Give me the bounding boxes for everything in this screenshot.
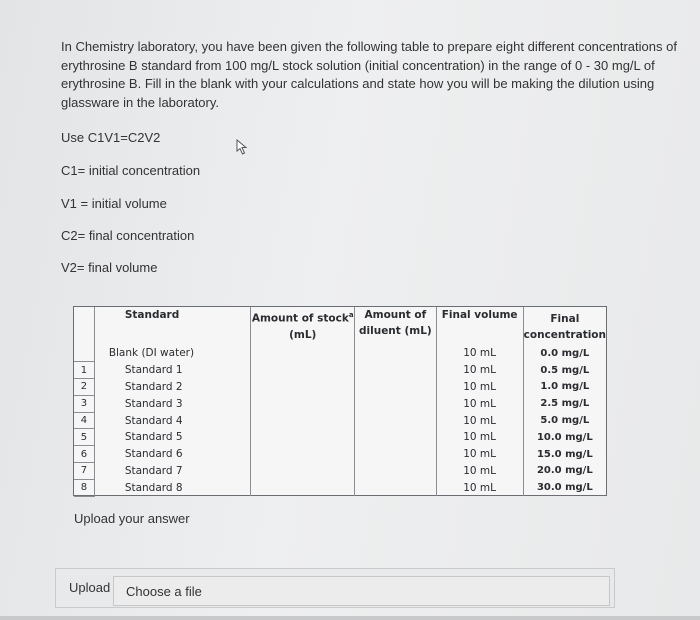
- final-volume-cell: 10 mL: [436, 379, 523, 396]
- final-volume-cell: 10 mL: [436, 463, 523, 480]
- standard-name: Standard 5: [94, 429, 250, 446]
- row-number: 6: [74, 446, 94, 463]
- final-volume-cell: 10 mL: [436, 429, 523, 446]
- row-number: 3: [74, 395, 94, 412]
- row-number: 1: [74, 362, 94, 379]
- stock-amount-cell[interactable]: [251, 362, 355, 379]
- final-concentration-cell: 10.0 mg/L: [523, 429, 606, 446]
- standard-name: Standard 4: [94, 412, 250, 429]
- definition-v2: V2= final volume: [61, 260, 158, 275]
- diluent-amount-cell[interactable]: [355, 395, 436, 412]
- table-row: [74, 446, 606, 463]
- standard-name: Blank (DI water): [94, 345, 250, 362]
- header-final-concentration: Final concentration: [523, 307, 606, 345]
- definition-v1: V1 = initial volume: [61, 196, 167, 211]
- question-text: In Chemistry laboratory, you have been given the following table to prepare eight different concentrations of erythrosine B standard from 100 mg/L stock solution (initial concentration) in the range of 0 - 30 mg/L of erythrosine B. Fill in the blank with your calculations and state how you will be making the dilution using glassware in the laboratory.: [61, 39, 677, 110]
- header-num: [74, 307, 94, 345]
- final-volume-cell: 10 mL: [436, 412, 523, 429]
- dilution-table: [73, 306, 607, 496]
- final-concentration-cell: 5.0 mg/L: [523, 412, 606, 429]
- final-volume-cell: 10 mL: [436, 446, 523, 463]
- row-number: 5: [74, 429, 94, 446]
- final-concentration-cell: 0.5 mg/L: [523, 362, 606, 379]
- row-number: 2: [74, 379, 94, 396]
- diluent-amount-cell[interactable]: [355, 446, 436, 463]
- table-row: [74, 379, 606, 396]
- final-concentration-cell: 15.0 mg/L: [523, 446, 606, 463]
- diluent-amount-cell[interactable]: [355, 463, 436, 480]
- stock-amount-cell[interactable]: [251, 395, 355, 412]
- final-volume-cell: 10 mL: [436, 395, 523, 412]
- header-stock: Amount of stock$^a$ (mL): [251, 307, 355, 345]
- row-number: [74, 345, 94, 362]
- final-concentration-cell: 2.5 mg/L: [523, 395, 606, 412]
- stock-amount-cell[interactable]: [251, 379, 355, 396]
- upload-label: Upload: [69, 580, 111, 595]
- table-row: [74, 479, 606, 496]
- standard-name: Standard 8: [94, 479, 250, 496]
- final-volume-cell: 10 mL: [436, 479, 523, 496]
- table-row: [74, 429, 606, 446]
- standard-name: Standard 7: [94, 463, 250, 480]
- diluent-amount-cell[interactable]: [355, 412, 436, 429]
- table-row: [74, 345, 606, 362]
- final-concentration-cell: 30.0 mg/L: [523, 479, 606, 496]
- stock-amount-cell[interactable]: [251, 463, 355, 480]
- final-concentration-cell: 1.0 mg/L: [523, 379, 606, 396]
- diluent-amount-cell[interactable]: [355, 362, 436, 379]
- final-concentration-cell: 0.0 mg/L: [523, 345, 606, 362]
- table-row: [74, 463, 606, 480]
- table-row: [74, 362, 606, 379]
- standard-name: Standard 1: [94, 362, 250, 379]
- bottom-divider: [0, 616, 700, 620]
- header-final-volume: Final volume: [436, 307, 523, 345]
- table-row: [74, 412, 606, 429]
- stock-amount-cell[interactable]: [251, 446, 355, 463]
- row-number: 7: [74, 463, 94, 480]
- stock-amount-cell[interactable]: [251, 429, 355, 446]
- mouse-cursor-icon: [236, 139, 250, 155]
- row-number: 8: [74, 479, 94, 496]
- table-row: [74, 395, 606, 412]
- definition-c2: C2= final concentration: [61, 228, 195, 243]
- diluent-amount-cell[interactable]: [355, 479, 436, 496]
- diluent-amount-cell[interactable]: [355, 379, 436, 396]
- final-concentration-cell: 20.0 mg/L: [523, 463, 606, 480]
- standard-name: Standard 2: [94, 379, 250, 396]
- diluent-amount-cell[interactable]: [355, 429, 436, 446]
- choose-file-button[interactable]: Choose a file: [113, 576, 610, 606]
- standard-name: Standard 3: [94, 395, 250, 412]
- header-standard: Standard: [94, 307, 250, 345]
- diluent-amount-cell[interactable]: [355, 345, 436, 362]
- upload-prompt: Upload your answer: [74, 511, 190, 526]
- row-number: 4: [74, 412, 94, 429]
- final-volume-cell: 10 mL: [436, 362, 523, 379]
- table-header-row: [74, 307, 606, 345]
- stock-amount-cell[interactable]: [251, 479, 355, 496]
- stock-amount-cell[interactable]: [251, 412, 355, 429]
- final-volume-cell: 10 mL: [436, 345, 523, 362]
- standard-name: Standard 6: [94, 446, 250, 463]
- definition-c1: C1= initial concentration: [61, 163, 201, 178]
- header-diluent: Amount of diluent (mL): [355, 307, 436, 345]
- stock-amount-cell[interactable]: [251, 345, 355, 362]
- formula-line: Use C1V1=C2V2: [61, 130, 161, 145]
